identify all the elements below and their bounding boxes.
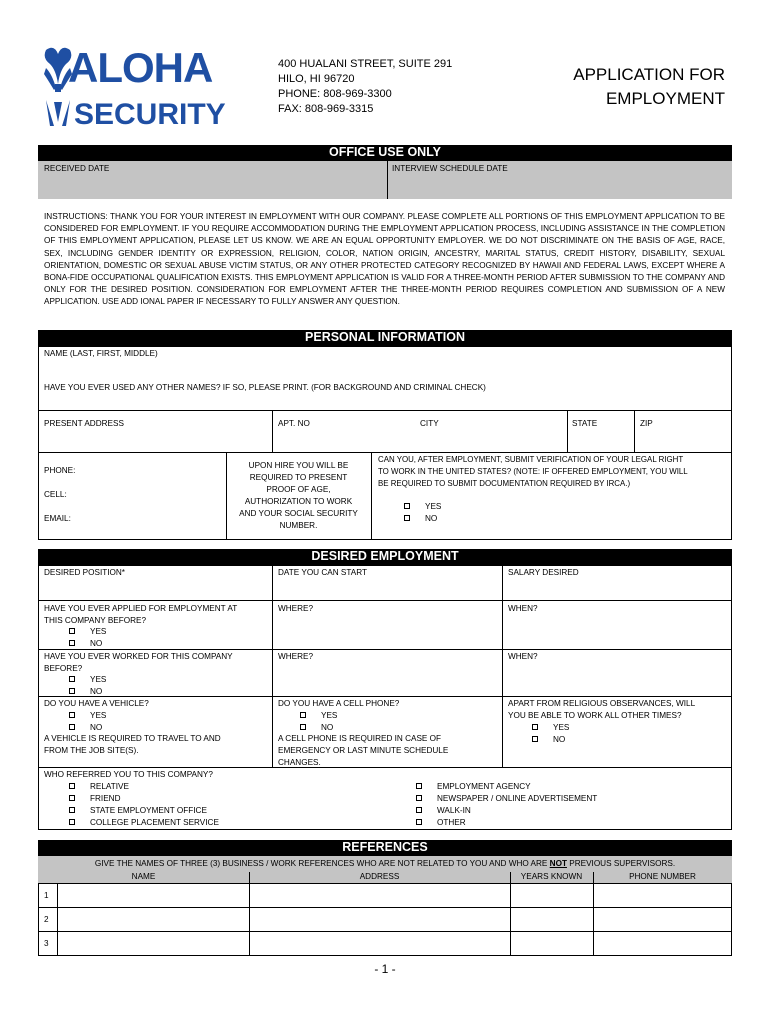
- email-label: EMAIL:: [44, 514, 71, 523]
- vehicle-note: A VEHICLE IS REQUIRED TO TRAVEL TO AND: [44, 734, 221, 743]
- instructions-text: INSTRUCTIONS: THANK YOU FOR YOUR INTEREST IN EMPLOYMENT WITH OUR COMPANY. PLEASE COMPLETE ALL PORTIONS OF THIS EMPLOYMENT APPLICATION TO BE CONSIDERED FOR EMPLOYMENT. IF YOU REQUIRE ACCOMMODATION DURING THE EMPLOYMENT APPLICATION PROCESS, INCLUDING ASSISTANCE IN THE COMPLETION OF THIS EMPLOYMENT APPLICATION, PLEASE LET US KNOW. WE ARE AN EQUAL OPPORTUNITY EMPLOYER. WE DO NOT DISCRIMINATE ON THE BASIS OF AGE, RACE, SEX, INCLUDING GENDER IDENTITY OR EXPRESSION, RELIGION, COLOR, NATION ORIGIN, ANCESTRY, MARITAL STATUS, CREDIT HISTORY, DISABILITY, SEXUAL ORIENTATION, DOMESTIC OR SEXUAL ABUSE VICTIM STATUS, OR ANY OTHER PROTECTED CATEGORY RECOGNIZED BY HAWAII AND FEDERAL LAWS, EXCEPT WHERE A BONA-FIDE OCCUPATIONAL QUALIFICATION EXISTS. THIS EMPLOYMENT APPLICATION IS VALID FOR A THREE-MONTH PERIOD AFTER SUBMISSION TO THE COMPANY AND ONLY FOR THE DESIRED POSITION. CONSIDERATION FOR EMPLOYMENT AFTER THE THREE-MONTH PERIOD REQUIRES COMPLETION AND SUBMISSION OF A NEW APPLICATION. USE ADD IONAL PAPER IF NECESSARY TO FULLY ANSWER ANY QUESTION.: [44, 212, 725, 307]
- start-date-label: DATE YOU CAN START: [278, 568, 368, 577]
- salary-desired-label: SALARY DESIRED: [508, 568, 579, 577]
- other-names-label: HAVE YOU EVER USED ANY OTHER NAMES? IF SO, PLEASE PRINT. (FOR BACKGROUND AND CRIMINAL CHECK): [44, 383, 486, 392]
- proof-note-line: UPON HIRE YOU WILL BE: [248, 461, 349, 470]
- referral-option-label: EMPLOYMENT AGENCY: [437, 782, 531, 791]
- worked-yes-checkbox[interactable]: [69, 676, 75, 682]
- vehicle-no-label: NO: [90, 723, 103, 732]
- logo-mark: [44, 44, 250, 130]
- reference-row-number: 3: [44, 939, 49, 948]
- page-title-line1: APPLICATION FOR: [573, 65, 725, 84]
- cellphone-note: A CELL PHONE IS REQUIRED IN CASE OF: [278, 734, 442, 743]
- proof-note-line: REQUIRED TO PRESENT: [249, 473, 348, 482]
- city-label: CITY: [420, 419, 439, 428]
- desired-position-label: DESIRED POSITION*: [44, 568, 125, 577]
- vehicle-yes-label: YES: [90, 711, 107, 720]
- instruction-emphasis: NOT: [549, 859, 567, 868]
- cellphone-note: CHANGES.: [278, 758, 321, 767]
- other-times-yes-label: YES: [553, 723, 570, 732]
- applied-yes-checkbox[interactable]: [69, 628, 75, 634]
- worked-no-label: NO: [90, 687, 103, 696]
- referral-college-checkbox[interactable]: [69, 819, 75, 825]
- vehicle-no-checkbox[interactable]: [69, 724, 75, 730]
- cellphone-yes-checkbox[interactable]: [300, 712, 306, 718]
- applied-before-question: THIS COMPANY BEFORE?: [44, 616, 147, 625]
- office-use-area: [38, 161, 732, 199]
- interview-date-label: INTERVIEW SCHEDULE DATE: [392, 164, 508, 173]
- verify-no-label: NO: [425, 514, 438, 523]
- referral-relative-checkbox[interactable]: [69, 783, 75, 789]
- company-city: HILO, HI 96720: [278, 73, 355, 85]
- work-verification-question: CAN YOU, AFTER EMPLOYMENT, SUBMIT VERIFICATION OF YOUR LEGAL RIGHT: [378, 455, 684, 464]
- cellphone-note: EMERGENCY OR LAST MINUTE SCHEDULE: [278, 746, 449, 755]
- verify-yes-checkbox[interactable]: [404, 503, 410, 509]
- col-phone-header: PHONE NUMBER: [629, 872, 696, 881]
- other-times-question: APART FROM RELIGIOUS OBSERVANCES, WILL: [508, 699, 696, 708]
- col-address-header: ADDRESS: [359, 872, 400, 881]
- worked-before-question: HAVE YOU EVER WORKED FOR THIS COMPANY: [44, 652, 233, 661]
- references-instruction: [38, 858, 732, 869]
- instruction-post: PREVIOUS SUPERVISORS.: [566, 859, 676, 868]
- applied-when-label: WHEN?: [508, 604, 538, 613]
- referral-friend-checkbox[interactable]: [69, 795, 75, 801]
- col-years-header: YEARS KNOWN: [520, 872, 583, 881]
- references-table: [38, 883, 732, 956]
- full-name-label: NAME (LAST, FIRST, MIDDLE): [44, 349, 158, 358]
- reference-row-number: 2: [44, 915, 49, 924]
- cellphone-no-checkbox[interactable]: [300, 724, 306, 730]
- vehicle-yes-checkbox[interactable]: [69, 712, 75, 718]
- company-street: 400 HUALANI STREET, SUITE 291: [278, 58, 453, 70]
- vehicle-note: FROM THE JOB SITE(S).: [44, 746, 139, 755]
- verify-yes-label: YES: [425, 502, 442, 511]
- svg-text:SECURITY: SECURITY: [74, 98, 226, 130]
- logo: [44, 44, 250, 130]
- other-times-yes-checkbox[interactable]: [532, 724, 538, 730]
- work-verification-question: BE REQUIRED TO SUBMIT DOCUMENTATION REQUIRED BY IRCA.): [378, 479, 631, 488]
- referral-agency-checkbox[interactable]: [416, 783, 422, 789]
- applied-no-label: NO: [90, 639, 103, 648]
- personal-info-heading: PERSONAL INFORMATION: [38, 330, 732, 346]
- worked-when-label: WHEN?: [508, 652, 538, 661]
- reference-row-number: 1: [44, 891, 49, 900]
- applied-no-checkbox[interactable]: [69, 640, 75, 646]
- referral-option-label: STATE EMPLOYMENT OFFICE: [90, 806, 207, 815]
- page-title-line2: EMPLOYMENT: [605, 89, 725, 108]
- proof-note-line: AND YOUR SOCIAL SECURITY: [239, 509, 358, 518]
- vehicle-question: DO YOU HAVE A VEHICLE?: [44, 699, 149, 708]
- applied-before-question: HAVE YOU EVER APPLIED FOR EMPLOYMENT AT: [44, 604, 238, 613]
- page-number: - 1 -: [374, 962, 396, 976]
- verify-no-checkbox[interactable]: [404, 515, 410, 521]
- company-phone: PHONE: 808-969-3300: [278, 88, 392, 100]
- state-label: STATE: [572, 419, 598, 428]
- proof-note-line: AUTHORIZATION TO WORK: [244, 497, 353, 506]
- apt-no-label: APT. NO: [278, 419, 310, 428]
- referral-state-office-checkbox[interactable]: [69, 807, 75, 813]
- cellphone-question: DO YOU HAVE A CELL PHONE?: [278, 699, 400, 708]
- worked-before-question: BEFORE?: [44, 664, 83, 673]
- referral-option-label: RELATIVE: [90, 782, 129, 791]
- other-times-no-checkbox[interactable]: [532, 736, 538, 742]
- company-fax: FAX: 808-969-3315: [278, 103, 374, 115]
- proof-note-line: PROOF OF AGE,: [266, 485, 331, 494]
- applied-where-label: WHERE?: [278, 604, 314, 613]
- referral-question: WHO REFERRED YOU TO THIS COMPANY?: [44, 770, 213, 779]
- other-times-no-label: NO: [553, 735, 566, 744]
- worked-where-label: WHERE?: [278, 652, 314, 661]
- present-address-label: PRESENT ADDRESS: [44, 419, 124, 428]
- received-date-label: RECEIVED DATE: [44, 164, 110, 173]
- proof-note-line: NUMBER.: [279, 521, 318, 530]
- phone-label: PHONE:: [44, 466, 76, 475]
- cellphone-yes-label: YES: [321, 711, 338, 720]
- referral-other-checkbox[interactable]: [416, 819, 422, 825]
- office-use-heading: OFFICE USE ONLY: [38, 145, 732, 161]
- referral-walkin-checkbox[interactable]: [416, 807, 422, 813]
- referral-option-label: NEWSPAPER / ONLINE ADVERTISEMENT: [437, 794, 598, 803]
- worked-yes-label: YES: [90, 675, 107, 684]
- references-heading: REFERENCES: [38, 840, 732, 856]
- referral-option-label: FRIEND: [90, 794, 121, 803]
- applied-yes-label: YES: [90, 627, 107, 636]
- svg-text:ALOHA: ALOHA: [68, 44, 213, 91]
- personal-info-table: [38, 346, 732, 540]
- worked-no-checkbox[interactable]: [69, 688, 75, 694]
- cell-label: CELL:: [44, 490, 67, 499]
- col-name-header: NAME: [131, 872, 156, 881]
- other-times-question: YOU BE ABLE TO WORK ALL OTHER TIMES?: [508, 711, 682, 720]
- cellphone-no-label: NO: [321, 723, 334, 732]
- referral-option-label: COLLEGE PLACEMENT SERVICE: [90, 818, 219, 827]
- instruction-pre: GIVE THE NAMES OF THREE (3) BUSINESS / WORK REFERENCES WHO ARE NOT RELATED TO YOU AND WHO ARE: [94, 859, 550, 868]
- zip-label: ZIP: [640, 419, 653, 428]
- desired-employment-heading: DESIRED EMPLOYMENT: [38, 549, 732, 565]
- referral-newspaper-checkbox[interactable]: [416, 795, 422, 801]
- referral-option-label: OTHER: [437, 818, 466, 827]
- referral-option-label: WALK-IN: [437, 806, 471, 815]
- work-verification-question: TO WORK IN THE UNITED STATES? (NOTE: IF OFFERED EMPLOYMENT, YOU WILL: [378, 467, 688, 476]
